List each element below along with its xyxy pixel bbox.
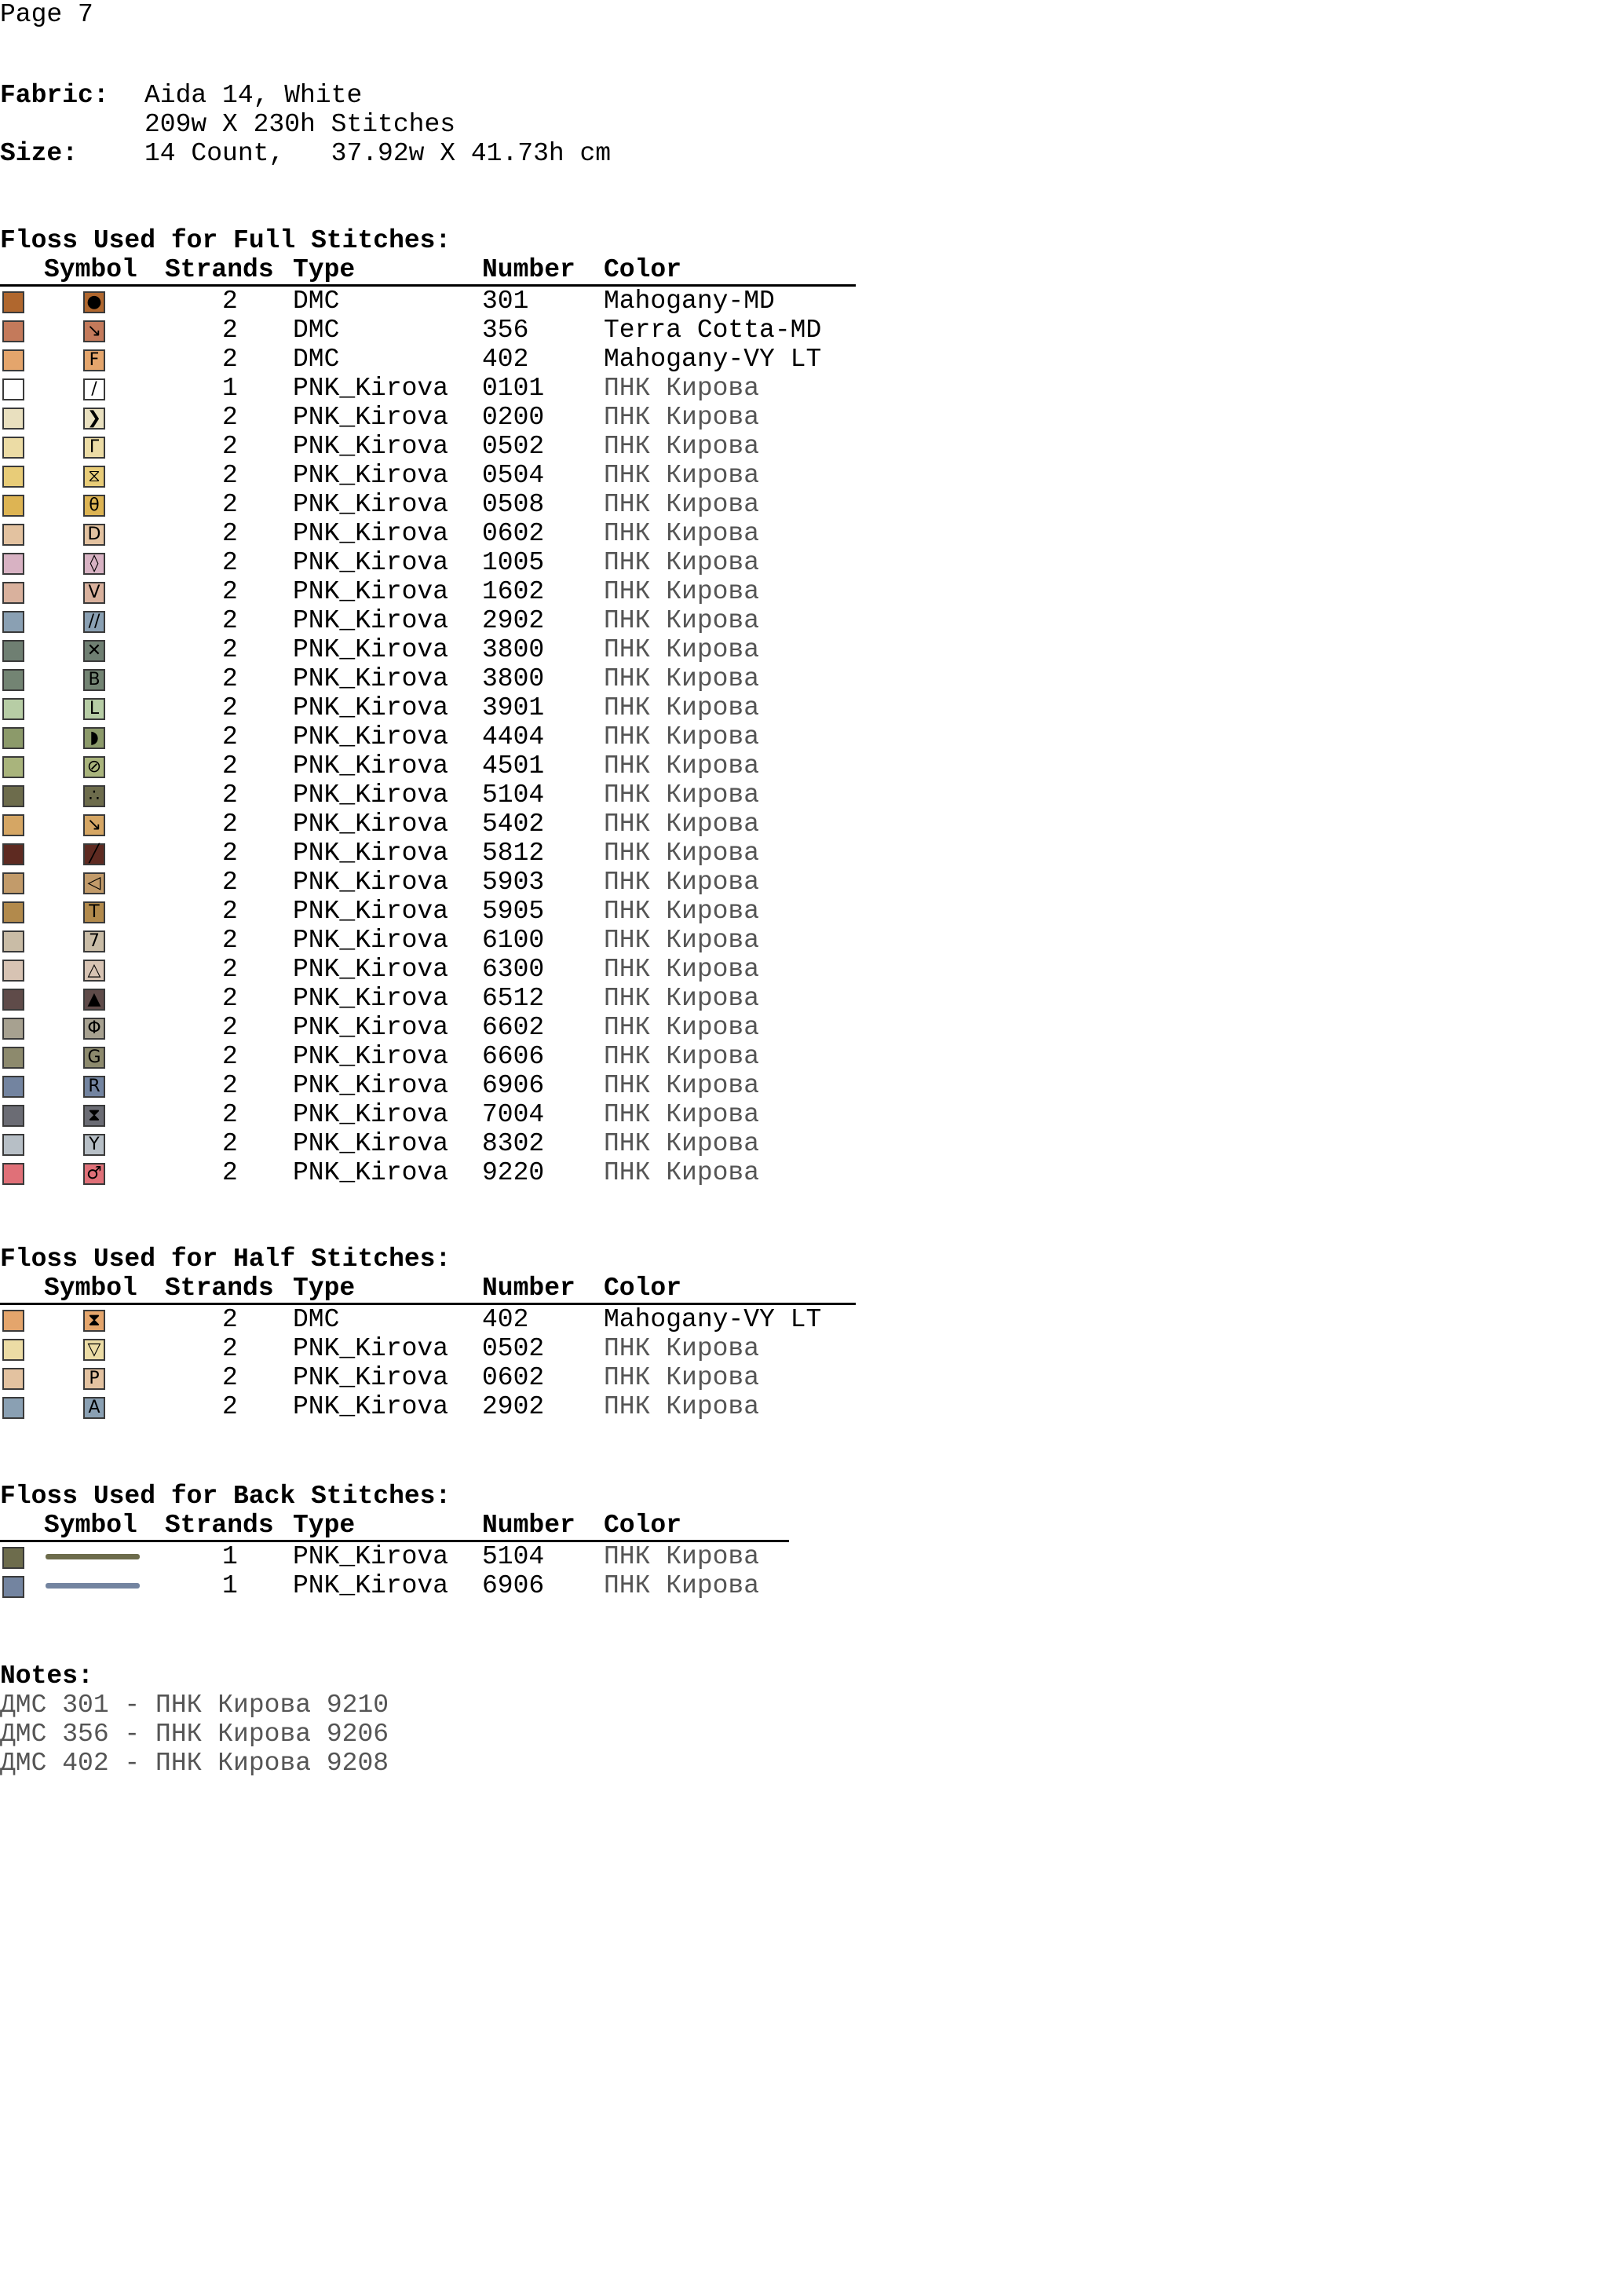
type-cell: PNK_Kirova <box>293 1158 449 1187</box>
type-cell: PNK_Kirova <box>293 955 449 984</box>
color-swatch <box>2 989 24 1011</box>
header-number: Number <box>482 255 575 284</box>
type-cell: PNK_Kirova <box>293 1363 449 1392</box>
color-name-cell: ПНК Кирова <box>604 810 760 839</box>
header-symbol: Symbol <box>44 1511 137 1540</box>
strands-cell: 1 <box>222 1571 238 1600</box>
color-name-cell: ПНК Кирова <box>604 984 760 1013</box>
color-name-cell: ПНК Кирова <box>604 577 760 606</box>
stitch-symbol: P <box>83 1368 105 1390</box>
stitch-symbol: ⧖ <box>83 466 105 488</box>
type-cell: DMC <box>293 345 340 374</box>
number-cell: 5104 <box>482 781 545 810</box>
color-swatch <box>2 1018 24 1040</box>
type-cell: PNK_Kirova <box>293 606 449 635</box>
header-color: Color <box>604 255 682 284</box>
size-label: Size: <box>0 139 79 168</box>
number-cell: 1005 <box>482 548 545 577</box>
stitch-symbol: Φ <box>83 1018 105 1040</box>
type-cell: DMC <box>293 287 340 316</box>
strands-cell: 2 <box>222 1071 238 1100</box>
stitch-symbol: ⧗ <box>83 1105 105 1127</box>
color-name-cell: ПНК Кирова <box>604 955 760 984</box>
stitch-symbol: ❯ <box>83 408 105 430</box>
type-cell: PNK_Kirova <box>293 926 449 955</box>
stitch-symbol: ∴ <box>83 785 105 807</box>
color-swatch <box>2 930 24 952</box>
page-label: Page 7 <box>0 0 93 29</box>
type-cell: PNK_Kirova <box>293 374 449 403</box>
strands-cell: 2 <box>222 1129 238 1158</box>
strands-cell: 1 <box>222 374 238 403</box>
type-cell: PNK_Kirova <box>293 577 449 606</box>
color-name-cell: ПНК Кирова <box>604 635 760 664</box>
type-cell: DMC <box>293 1305 340 1334</box>
color-name-cell: ПНК Кирова <box>604 490 760 519</box>
strands-cell: 2 <box>222 1158 238 1187</box>
color-name-cell: ПНК Кирова <box>604 868 760 897</box>
color-swatch <box>2 1105 24 1127</box>
color-name-cell: ПНК Кирова <box>604 403 760 432</box>
number-cell: 6602 <box>482 1013 545 1042</box>
type-cell: PNK_Kirova <box>293 839 449 868</box>
header-number: Number <box>482 1511 575 1540</box>
number-cell: 0602 <box>482 1363 545 1392</box>
header-strands: Strands <box>165 1511 274 1540</box>
color-swatch <box>2 1047 24 1069</box>
stitch-symbol: ▲ <box>83 989 105 1011</box>
type-cell: PNK_Kirova <box>293 781 449 810</box>
color-swatch <box>2 756 24 778</box>
color-swatch <box>2 320 24 342</box>
type-cell: PNK_Kirova <box>293 897 449 926</box>
color-name-cell: ПНК Кирова <box>604 926 760 955</box>
color-swatch <box>2 960 24 982</box>
stitch-symbol: θ <box>83 495 105 517</box>
number-cell: 0504 <box>482 461 545 490</box>
header-symbol: Symbol <box>44 1274 137 1303</box>
strands-cell: 2 <box>222 432 238 461</box>
color-swatch <box>2 727 24 749</box>
type-cell: PNK_Kirova <box>293 519 449 548</box>
note-line: ДМС 402 - ПНК Кирова 9208 <box>0 1749 389 1778</box>
color-swatch <box>2 669 24 691</box>
stitch-symbol: G <box>83 1047 105 1069</box>
number-cell: 0502 <box>482 432 545 461</box>
strands-cell: 2 <box>222 345 238 374</box>
strands-cell: 2 <box>222 1042 238 1071</box>
number-cell: 3901 <box>482 693 545 722</box>
number-cell: 0200 <box>482 403 545 432</box>
stitch-symbol: ▽ <box>83 1339 105 1361</box>
number-cell: 5903 <box>482 868 545 897</box>
stitch-symbol: V <box>83 582 105 604</box>
color-name-cell: ПНК Кирова <box>604 693 760 722</box>
color-name-cell: ПНК Кирова <box>604 1129 760 1158</box>
color-swatch <box>2 553 24 575</box>
color-swatch <box>2 1163 24 1185</box>
color-name-cell: ПНК Кирова <box>604 839 760 868</box>
type-cell: PNK_Kirova <box>293 1013 449 1042</box>
color-swatch <box>2 872 24 894</box>
fabric-label: Fabric: <box>0 81 109 110</box>
strands-cell: 2 <box>222 781 238 810</box>
number-cell: 5905 <box>482 897 545 926</box>
color-name-cell: Terra Cotta-MD <box>604 316 822 345</box>
color-name-cell: ПНК Кирова <box>604 374 760 403</box>
strands-cell: 2 <box>222 839 238 868</box>
type-cell: PNK_Kirova <box>293 984 449 1013</box>
color-name-cell: ПНК Кирова <box>604 1392 760 1421</box>
color-swatch <box>2 1547 24 1569</box>
number-cell: 301 <box>482 287 529 316</box>
color-name-cell: ПНК Кирова <box>604 1042 760 1071</box>
color-swatch <box>2 843 24 865</box>
color-swatch <box>2 291 24 313</box>
stitch-symbol: Γ <box>83 437 105 459</box>
stitch-symbol: △ <box>83 960 105 982</box>
stitch-symbol: ◁ <box>83 872 105 894</box>
type-cell: PNK_Kirova <box>293 810 449 839</box>
note-line: ДМС 356 - ПНК Кирова 9206 <box>0 1720 389 1749</box>
number-cell: 6100 <box>482 926 545 955</box>
stitch-symbol: B <box>83 669 105 691</box>
number-cell: 0508 <box>482 490 545 519</box>
number-cell: 6300 <box>482 955 545 984</box>
strands-cell: 2 <box>222 897 238 926</box>
number-cell: 6512 <box>482 984 545 1013</box>
type-cell: PNK_Kirova <box>293 403 449 432</box>
strands-cell: 2 <box>222 722 238 751</box>
color-swatch <box>2 1134 24 1156</box>
color-name-cell: ПНК Кирова <box>604 1071 760 1100</box>
number-cell: 2902 <box>482 606 545 635</box>
stitch-symbol: ◗ <box>83 727 105 749</box>
stitch-symbol: ♂ <box>83 1163 105 1185</box>
strands-cell: 1 <box>222 1542 238 1571</box>
strands-cell: 2 <box>222 287 238 316</box>
header-type: Type <box>293 255 356 284</box>
stitch-symbol: // <box>83 611 105 633</box>
number-cell: 7004 <box>482 1100 545 1129</box>
number-cell: 4404 <box>482 722 545 751</box>
number-cell: 9220 <box>482 1158 545 1187</box>
strands-cell: 2 <box>222 316 238 345</box>
strands-cell: 2 <box>222 926 238 955</box>
strands-cell: 2 <box>222 751 238 781</box>
backstitch-line <box>46 1554 140 1559</box>
number-cell: 3800 <box>482 664 545 693</box>
color-swatch <box>2 1397 24 1419</box>
stitch-symbol: 7 <box>83 930 105 952</box>
color-name-cell: ПНК Кирова <box>604 1100 760 1129</box>
type-cell: PNK_Kirova <box>293 664 449 693</box>
type-cell: PNK_Kirova <box>293 722 449 751</box>
type-cell: PNK_Kirova <box>293 635 449 664</box>
strands-cell: 2 <box>222 1013 238 1042</box>
number-cell: 402 <box>482 1305 529 1334</box>
stitch-symbol: Y <box>83 1134 105 1156</box>
stitch-symbol: D <box>83 524 105 546</box>
strands-cell: 2 <box>222 1334 238 1363</box>
notes-title: Notes: <box>0 1662 93 1691</box>
type-cell: PNK_Kirova <box>293 1042 449 1071</box>
color-swatch <box>2 495 24 517</box>
color-name-cell: ПНК Кирова <box>604 1158 760 1187</box>
number-cell: 5104 <box>482 1542 545 1571</box>
type-cell: PNK_Kirova <box>293 1571 449 1600</box>
strands-cell: 2 <box>222 868 238 897</box>
strands-cell: 2 <box>222 984 238 1013</box>
number-cell: 0602 <box>482 519 545 548</box>
number-cell: 402 <box>482 345 529 374</box>
color-swatch <box>2 466 24 488</box>
half-stitches-title: Floss Used for Half Stitches: <box>0 1245 451 1274</box>
fabric-stitches: 209w X 230h Stitches <box>144 110 456 139</box>
color-swatch <box>2 1576 24 1598</box>
type-cell: PNK_Kirova <box>293 1100 449 1129</box>
color-swatch <box>2 349 24 371</box>
header-color: Color <box>604 1274 682 1303</box>
type-cell: PNK_Kirova <box>293 1071 449 1100</box>
strands-cell: 2 <box>222 403 238 432</box>
strands-cell: 2 <box>222 519 238 548</box>
type-cell: PNK_Kirova <box>293 490 449 519</box>
stitch-symbol: ↘ <box>83 814 105 836</box>
type-cell: PNK_Kirova <box>293 1542 449 1571</box>
stitch-symbol: ✕ <box>83 640 105 662</box>
number-cell: 0101 <box>482 374 545 403</box>
color-swatch <box>2 437 24 459</box>
strands-cell: 2 <box>222 810 238 839</box>
backstitch-line <box>46 1583 140 1589</box>
color-swatch <box>2 408 24 430</box>
color-swatch <box>2 524 24 546</box>
color-swatch <box>2 582 24 604</box>
color-swatch <box>2 814 24 836</box>
color-name-cell: ПНК Кирова <box>604 1571 760 1600</box>
number-cell: 8302 <box>482 1129 545 1158</box>
strands-cell: 2 <box>222 1363 238 1392</box>
number-cell: 5402 <box>482 810 545 839</box>
type-cell: DMC <box>293 316 340 345</box>
color-name-cell: ПНК Кирова <box>604 1542 760 1571</box>
stitch-symbol: ↘ <box>83 320 105 342</box>
color-swatch <box>2 901 24 923</box>
header-type: Type <box>293 1274 356 1303</box>
color-name-cell: ПНК Кирова <box>604 1334 760 1363</box>
header-number: Number <box>482 1274 575 1303</box>
strands-cell: 2 <box>222 1305 238 1334</box>
color-swatch <box>2 1076 24 1098</box>
header-strands: Strands <box>165 255 274 284</box>
color-swatch <box>2 640 24 662</box>
type-cell: PNK_Kirova <box>293 751 449 781</box>
stitch-symbol: ● <box>83 291 105 313</box>
header-color: Color <box>604 1511 682 1540</box>
stitch-symbol: / <box>83 378 105 400</box>
color-name-cell: ПНК Кирова <box>604 606 760 635</box>
color-name-cell: ПНК Кирова <box>604 664 760 693</box>
number-cell: 2902 <box>482 1392 545 1421</box>
type-cell: PNK_Kirova <box>293 461 449 490</box>
number-cell: 356 <box>482 316 529 345</box>
strands-cell: 2 <box>222 1392 238 1421</box>
strands-cell: 2 <box>222 664 238 693</box>
type-cell: PNK_Kirova <box>293 1334 449 1363</box>
type-cell: PNK_Kirova <box>293 868 449 897</box>
color-name-cell: Mahogany-VY LT <box>604 1305 822 1334</box>
header-type: Type <box>293 1511 356 1540</box>
color-swatch <box>2 378 24 400</box>
stitch-symbol: A <box>83 1397 105 1419</box>
header-symbol: Symbol <box>44 255 137 284</box>
color-name-cell: ПНК Кирова <box>604 432 760 461</box>
color-swatch <box>2 1339 24 1361</box>
stitch-symbol: R <box>83 1076 105 1098</box>
color-name-cell: ПНК Кирова <box>604 1363 760 1392</box>
stitch-symbol: F <box>83 349 105 371</box>
stitch-symbol: T <box>83 901 105 923</box>
color-name-cell: ПНК Кирова <box>604 751 760 781</box>
strands-cell: 2 <box>222 548 238 577</box>
strands-cell: 2 <box>222 606 238 635</box>
color-name-cell: ПНК Кирова <box>604 781 760 810</box>
color-name-cell: ПНК Кирова <box>604 897 760 926</box>
full-stitches-title: Floss Used for Full Stitches: <box>0 226 451 255</box>
strands-cell: 2 <box>222 635 238 664</box>
strands-cell: 2 <box>222 693 238 722</box>
header-strands: Strands <box>165 1274 274 1303</box>
strands-cell: 2 <box>222 490 238 519</box>
color-name-cell: ПНК Кирова <box>604 1013 760 1042</box>
strands-cell: 2 <box>222 461 238 490</box>
number-cell: 3800 <box>482 635 545 664</box>
number-cell: 5812 <box>482 839 545 868</box>
stitch-symbol: ╱ <box>83 843 105 865</box>
color-swatch <box>2 785 24 807</box>
color-swatch <box>2 1310 24 1332</box>
stitch-symbol: ⧗ <box>83 1310 105 1332</box>
strands-cell: 2 <box>222 577 238 606</box>
color-swatch <box>2 611 24 633</box>
color-swatch <box>2 1368 24 1390</box>
strands-cell: 2 <box>222 955 238 984</box>
color-name-cell: ПНК Кирова <box>604 519 760 548</box>
type-cell: PNK_Kirova <box>293 1129 449 1158</box>
type-cell: PNK_Kirova <box>293 548 449 577</box>
size-value: 14 Count, 37.92w X 41.73h cm <box>144 139 612 168</box>
number-cell: 4501 <box>482 751 545 781</box>
note-line: ДМС 301 - ПНК Кирова 9210 <box>0 1691 389 1720</box>
color-name-cell: ПНК Кирова <box>604 461 760 490</box>
color-name-cell: Mahogany-MD <box>604 287 775 316</box>
color-name-cell: ПНК Кирова <box>604 722 760 751</box>
color-name-cell: Mahogany-VY LT <box>604 345 822 374</box>
stitch-symbol: ⊘ <box>83 756 105 778</box>
number-cell: 6606 <box>482 1042 545 1071</box>
back-stitches-title: Floss Used for Back Stitches: <box>0 1482 451 1511</box>
type-cell: PNK_Kirova <box>293 432 449 461</box>
color-name-cell: ПНК Кирова <box>604 548 760 577</box>
strands-cell: 2 <box>222 1100 238 1129</box>
stitch-symbol: L <box>83 698 105 720</box>
number-cell: 6906 <box>482 1571 545 1600</box>
fabric-value: Aida 14, White <box>144 81 363 110</box>
number-cell: 0502 <box>482 1334 545 1363</box>
type-cell: PNK_Kirova <box>293 693 449 722</box>
stitch-symbol: ◊ <box>83 553 105 575</box>
number-cell: 6906 <box>482 1071 545 1100</box>
color-swatch <box>2 698 24 720</box>
type-cell: PNK_Kirova <box>293 1392 449 1421</box>
number-cell: 1602 <box>482 577 545 606</box>
